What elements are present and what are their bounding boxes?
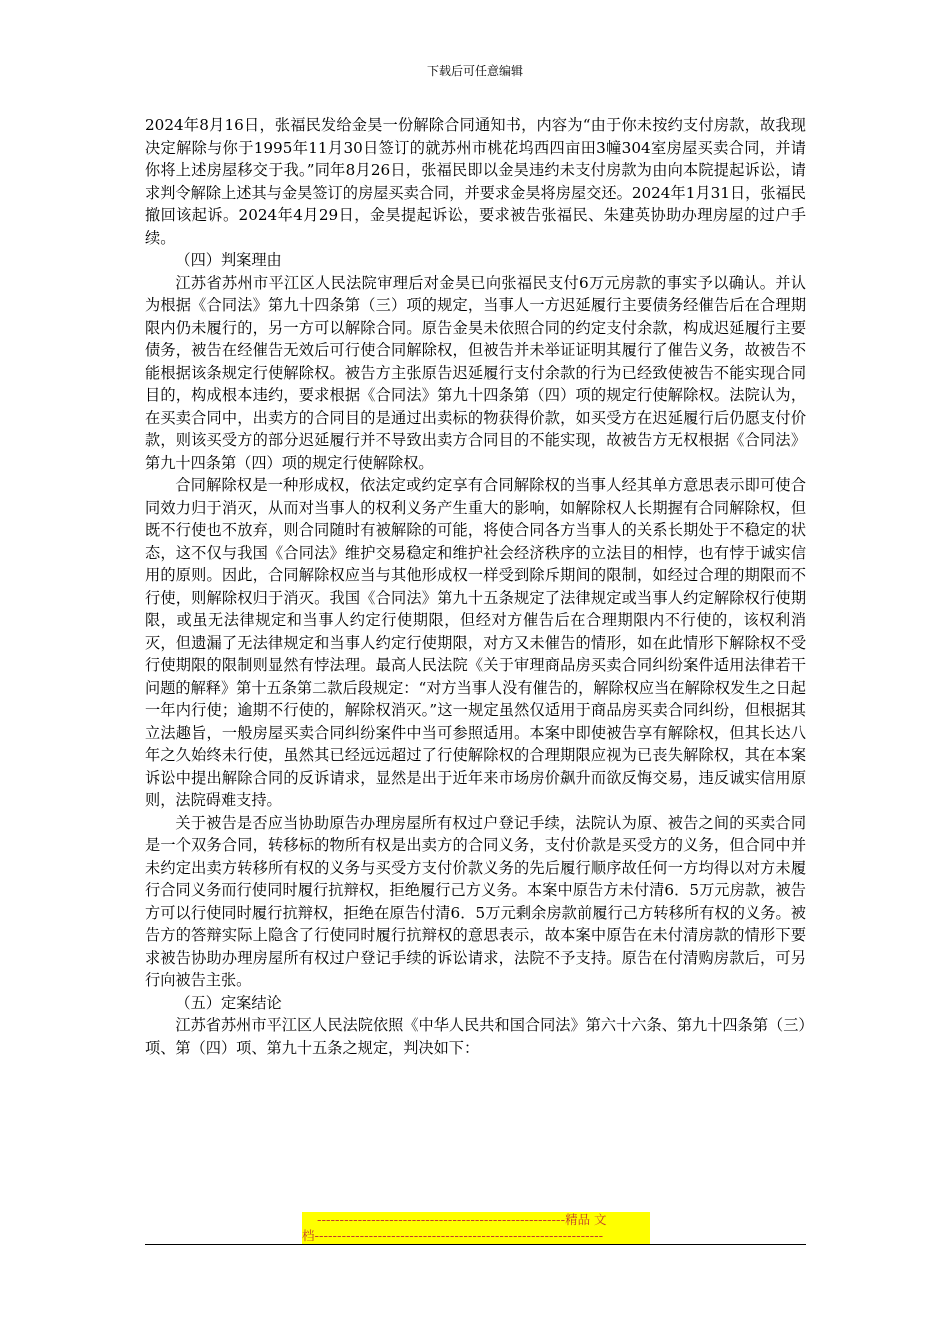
section-heading-conclusion: （五）定案结论	[175, 993, 282, 1012]
footer-line-2: 档----------------------------------------------------------------	[302, 1228, 604, 1243]
paragraph-reasoning-1: 江苏省苏州市平江区人民法院审理后对金昊已向张福民支付6万元房款的事实予以确认。并认为根据《合同法》第九十四条第（三）项的规定，当事人一方迟延履行主要债务经催告后在合理期限内仍未履行的，另一方可以解除合同。原告金昊未依照合同的约定支付余款，构成迟延履行主要债务，被告在经催告无效后可行使合同解除权，但被告并未举证证明其履行了催告义务，故被告不能根据该条规定行使解除权。被告方主张原告迟延履行支付余款的行为已经致使被告不能实现合同目的，构成根本违约，要求根据《合同法》第九十四条第（四）项的规定行使解除权。法院认为，在买卖合同中，出卖方的合同目的是通过出卖标的物获得价款，如买受方在迟延履行后仍愿支付价款，则该买受方的部分迟延履行并不导致出卖方合同目的不能实现，故被告方无权根据《合同法》第九十四条第（四）项的规定行使解除权。	[145, 273, 806, 472]
footer-line-1: -------------------------------------------------------精品 文	[317, 1212, 607, 1227]
section-heading-reasoning: （四）判案理由	[175, 251, 282, 269]
paragraph-reasoning-2: 合同解除权是一种形成权，依法定或约定享有合同解除权的当事人经其单方意思表示即可使合同效力归于消灭，从而对当事人的权利义务产生重大的影响，如解除权人长期握有合同解除权，但既不行使也不放弃，则合同随时有被解除的可能，将使合同各方当事人的关系长期处于不稳定的状态，这不仅与我国《合同法》维护交易稳定和维护社会经济秩序的立法目的相悖，也有悖于诚实信用的原则。因此，合同解除权应当与其他形成权一样受到除斥期间的限制，如经过合理的期限而不行使，则解除权归于消灭。我国《合同法》第九十五条规定了法律规定或当事人约定解除权行使期限，或虽无法律规定和当事人约定行使期限，但经对方催告后在合理期限内不行使的，该权利消灭，但遗漏了无法律规定和当事人约定行使期限，对方又未催告的情形，如在此情形下解除权不受行使期限的限制则显然有悖法理。最高人民法院《关于审理商品房买卖合同纠纷案件适用法律若干问题的解释》第十五条第二款后段规定：“对方当事人没有催告的，解除权应当在解除权发生之日起一年内行使；逾期不行使的，解除权消灭。”这一规定虽然仅适用于商品房买卖合同纠纷，但根据其立法趣旨，一般房屋买卖合同纠纷案件中当可参照适用。本案中即使被告享有解除权，但其长达八年之久始终未行使，虽然其已经远远超过了行使解除权的合理期限应视为已丧失解除权，其在本案诉讼中提出解除合同的反诉请求，显然是出于近年来市场房价飙升而欲反悔交易，违反诚实信用原则，法院碍难支持。	[145, 476, 806, 809]
paragraph-reasoning-3: 关于被告是否应当协助原告办理房屋所有权过户登记手续，法院认为原、被告之间的买卖合同是一个双务合同，转移标的物所有权是出卖方的合同义务，支付价款是买受方的义务，但合同中并未约定出卖方转移所有权的义务与买受方支付价款义务的先后履行顺序故任何一方均得以对方未履行合同义务而行使同时履行抗辩权，拒绝履行己方义务。本案中原告方未付清6．5万元房款，被告方可以行使同时履行抗辩权，拒绝在原告付清6．5万元剩余房款前履行己方转移所有权的义务。被告方的答辩实际上隐含了行使同时履行抗辩权的意思表示，故本案中原告在未付清房款的情形下要求被告协助办理房屋所有权过户登记手续的诉讼请求，法院不予支持。原告在付清购房款后，可另行向被告主张。	[145, 813, 806, 989]
paragraph-facts: 2024年8月16日，张福民发给金昊一份解除合同通知书，内容为“由于你未按约支付房款，故我现决定解除与你于1995年11月30日签订的就苏州市桃花坞西四亩田3幢304室房屋买卖合同，并请你将上述房屋移交于我。”同年8月26日，张福民即以金昊违约未支付房款为由向本院提起诉讼，请求判令解除上述其与金昊签订的房屋买卖合同，并要求金昊将房屋交还。2024年1月31日，张福民撤回该起诉。2024年4月29日，金昊提起诉讼，要求被告张福民、朱建英协助办理房屋的过户手续。	[145, 116, 806, 247]
document-body	[145, 114, 806, 1059]
footer-watermark	[302, 1212, 650, 1244]
paragraph-conclusion: 江苏省苏州市平江区人民法院依照《中华人民共和国合同法》第六十六条、第九十四条第（三）项、第（四）项、第九十五条之规定，判决如下：	[145, 1016, 806, 1057]
footer-rule	[145, 1244, 806, 1245]
page-header: 下载后可任意编辑	[426, 64, 523, 78]
